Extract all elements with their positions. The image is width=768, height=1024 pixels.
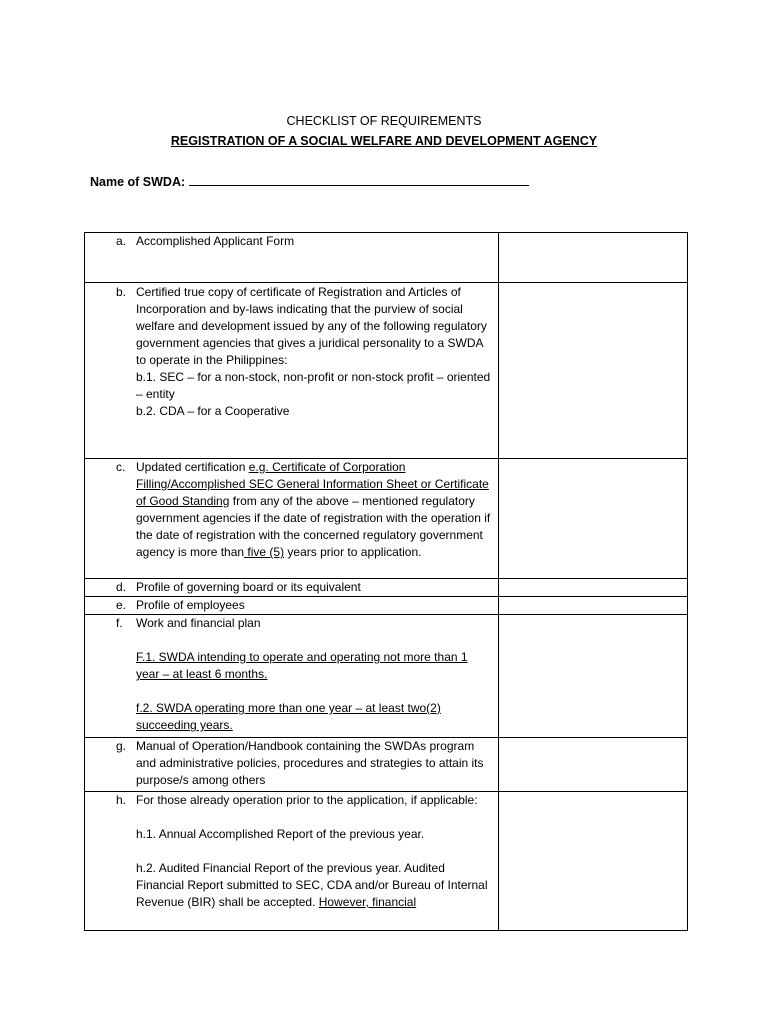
document-title: CHECKLIST OF REQUIREMENTS <box>286 114 482 128</box>
item-letter: a. <box>116 234 127 248</box>
requirement-cell <box>85 597 499 615</box>
table-row <box>85 579 688 597</box>
requirement-text: Profile of governing board or its equivalent <box>136 580 361 594</box>
requirement-subitem: b.2. CDA – for a Cooperative <box>136 404 290 418</box>
requirement-subitem: b.1. SEC – for a non-stock, non-profit or non-stock profit – oriented – entity <box>136 370 491 401</box>
requirement-text-underlined: e.g. Certificate of Corporation Filling/Accomplished SEC General Information Sheet or Certificate of Good Standing <box>136 460 489 508</box>
item-letter: f. <box>116 616 123 630</box>
table-row <box>85 738 688 792</box>
requirement-cell <box>85 738 499 792</box>
requirement-text: Accomplished Applicant Form <box>136 234 295 248</box>
requirement-cell <box>85 792 499 931</box>
check-cell[interactable] <box>499 792 688 931</box>
item-letter: b. <box>116 285 127 299</box>
table-row <box>85 597 688 615</box>
requirement-text-underlined: However, financial <box>318 895 417 909</box>
item-letter: g. <box>116 739 127 753</box>
requirement-text: Profile of employees <box>136 598 245 612</box>
check-cell[interactable] <box>499 579 688 597</box>
requirement-text: Certified true copy of certificate of Registration and Articles of Incorporation and by-laws indicating that the purview of social welfare and development issued by any of the following regulatory government agencies that gives a juridical personality to a SWDA to operate in the Philippines: <box>136 285 487 367</box>
item-letter: h. <box>116 793 127 807</box>
requirement-subitem: F.1. SWDA intending to operate and operating not more than 1 year – at least 6 months. <box>136 650 468 681</box>
requirement-text: For those already operation prior to the application, if applicable: <box>136 793 478 807</box>
table-row <box>85 615 688 738</box>
requirement-subitem <box>136 860 494 911</box>
item-letter: d. <box>116 580 127 594</box>
check-cell[interactable] <box>499 233 688 283</box>
table-row <box>85 283 688 459</box>
table-row <box>85 792 688 931</box>
check-cell[interactable] <box>499 283 688 459</box>
check-cell[interactable] <box>499 597 688 615</box>
requirement-cell <box>85 579 499 597</box>
requirement-cell <box>85 233 499 283</box>
requirement-text <box>136 459 494 561</box>
check-cell[interactable] <box>499 738 688 792</box>
requirement-text-part: from any of the above – mentioned regulatory government agencies if the date of registration with the operation if the date of registration with the concerned regulatory government agency is more than <box>136 494 491 559</box>
requirement-text: Work and financial plan <box>136 616 261 630</box>
requirement-subitem: h.1. Annual Accomplished Report of the previous year. <box>136 827 425 841</box>
document-subtitle: REGISTRATION OF A SOCIAL WELFARE AND DEVELOPMENT AGENCY <box>170 134 598 148</box>
requirement-text-part: Updated certification <box>136 460 249 474</box>
requirement-text-part: years prior to application. <box>284 545 422 559</box>
requirement-cell <box>85 283 499 459</box>
item-letter: c. <box>116 460 126 474</box>
swda-name-label: Name of SWDA: <box>90 175 186 189</box>
table-row <box>85 233 688 283</box>
requirement-text-underlined: five (5) <box>244 545 285 559</box>
requirement-text-part: h.2. Audited Financial Report of the previous year. Audited Financial Report submitted to SEC, CDA and/or Bureau of Internal Revenue (BIR) shall be accepted. <box>136 861 488 909</box>
requirement-cell <box>85 615 499 738</box>
check-cell[interactable] <box>499 459 688 579</box>
item-letter: e. <box>116 598 127 612</box>
swda-name-line <box>90 173 529 190</box>
requirement-cell <box>85 459 499 579</box>
requirement-text: Manual of Operation/Handbook containing the SWDAs program and administrative policies, procedures and strategies to attain its purpose/s among others <box>136 739 484 787</box>
check-cell[interactable] <box>499 615 688 738</box>
table-row <box>85 459 688 579</box>
requirement-subitem: f.2. SWDA operating more than one year – at least two(2) succeeding years. <box>136 701 441 732</box>
swda-name-blank[interactable] <box>189 173 529 186</box>
requirements-table <box>84 232 688 931</box>
